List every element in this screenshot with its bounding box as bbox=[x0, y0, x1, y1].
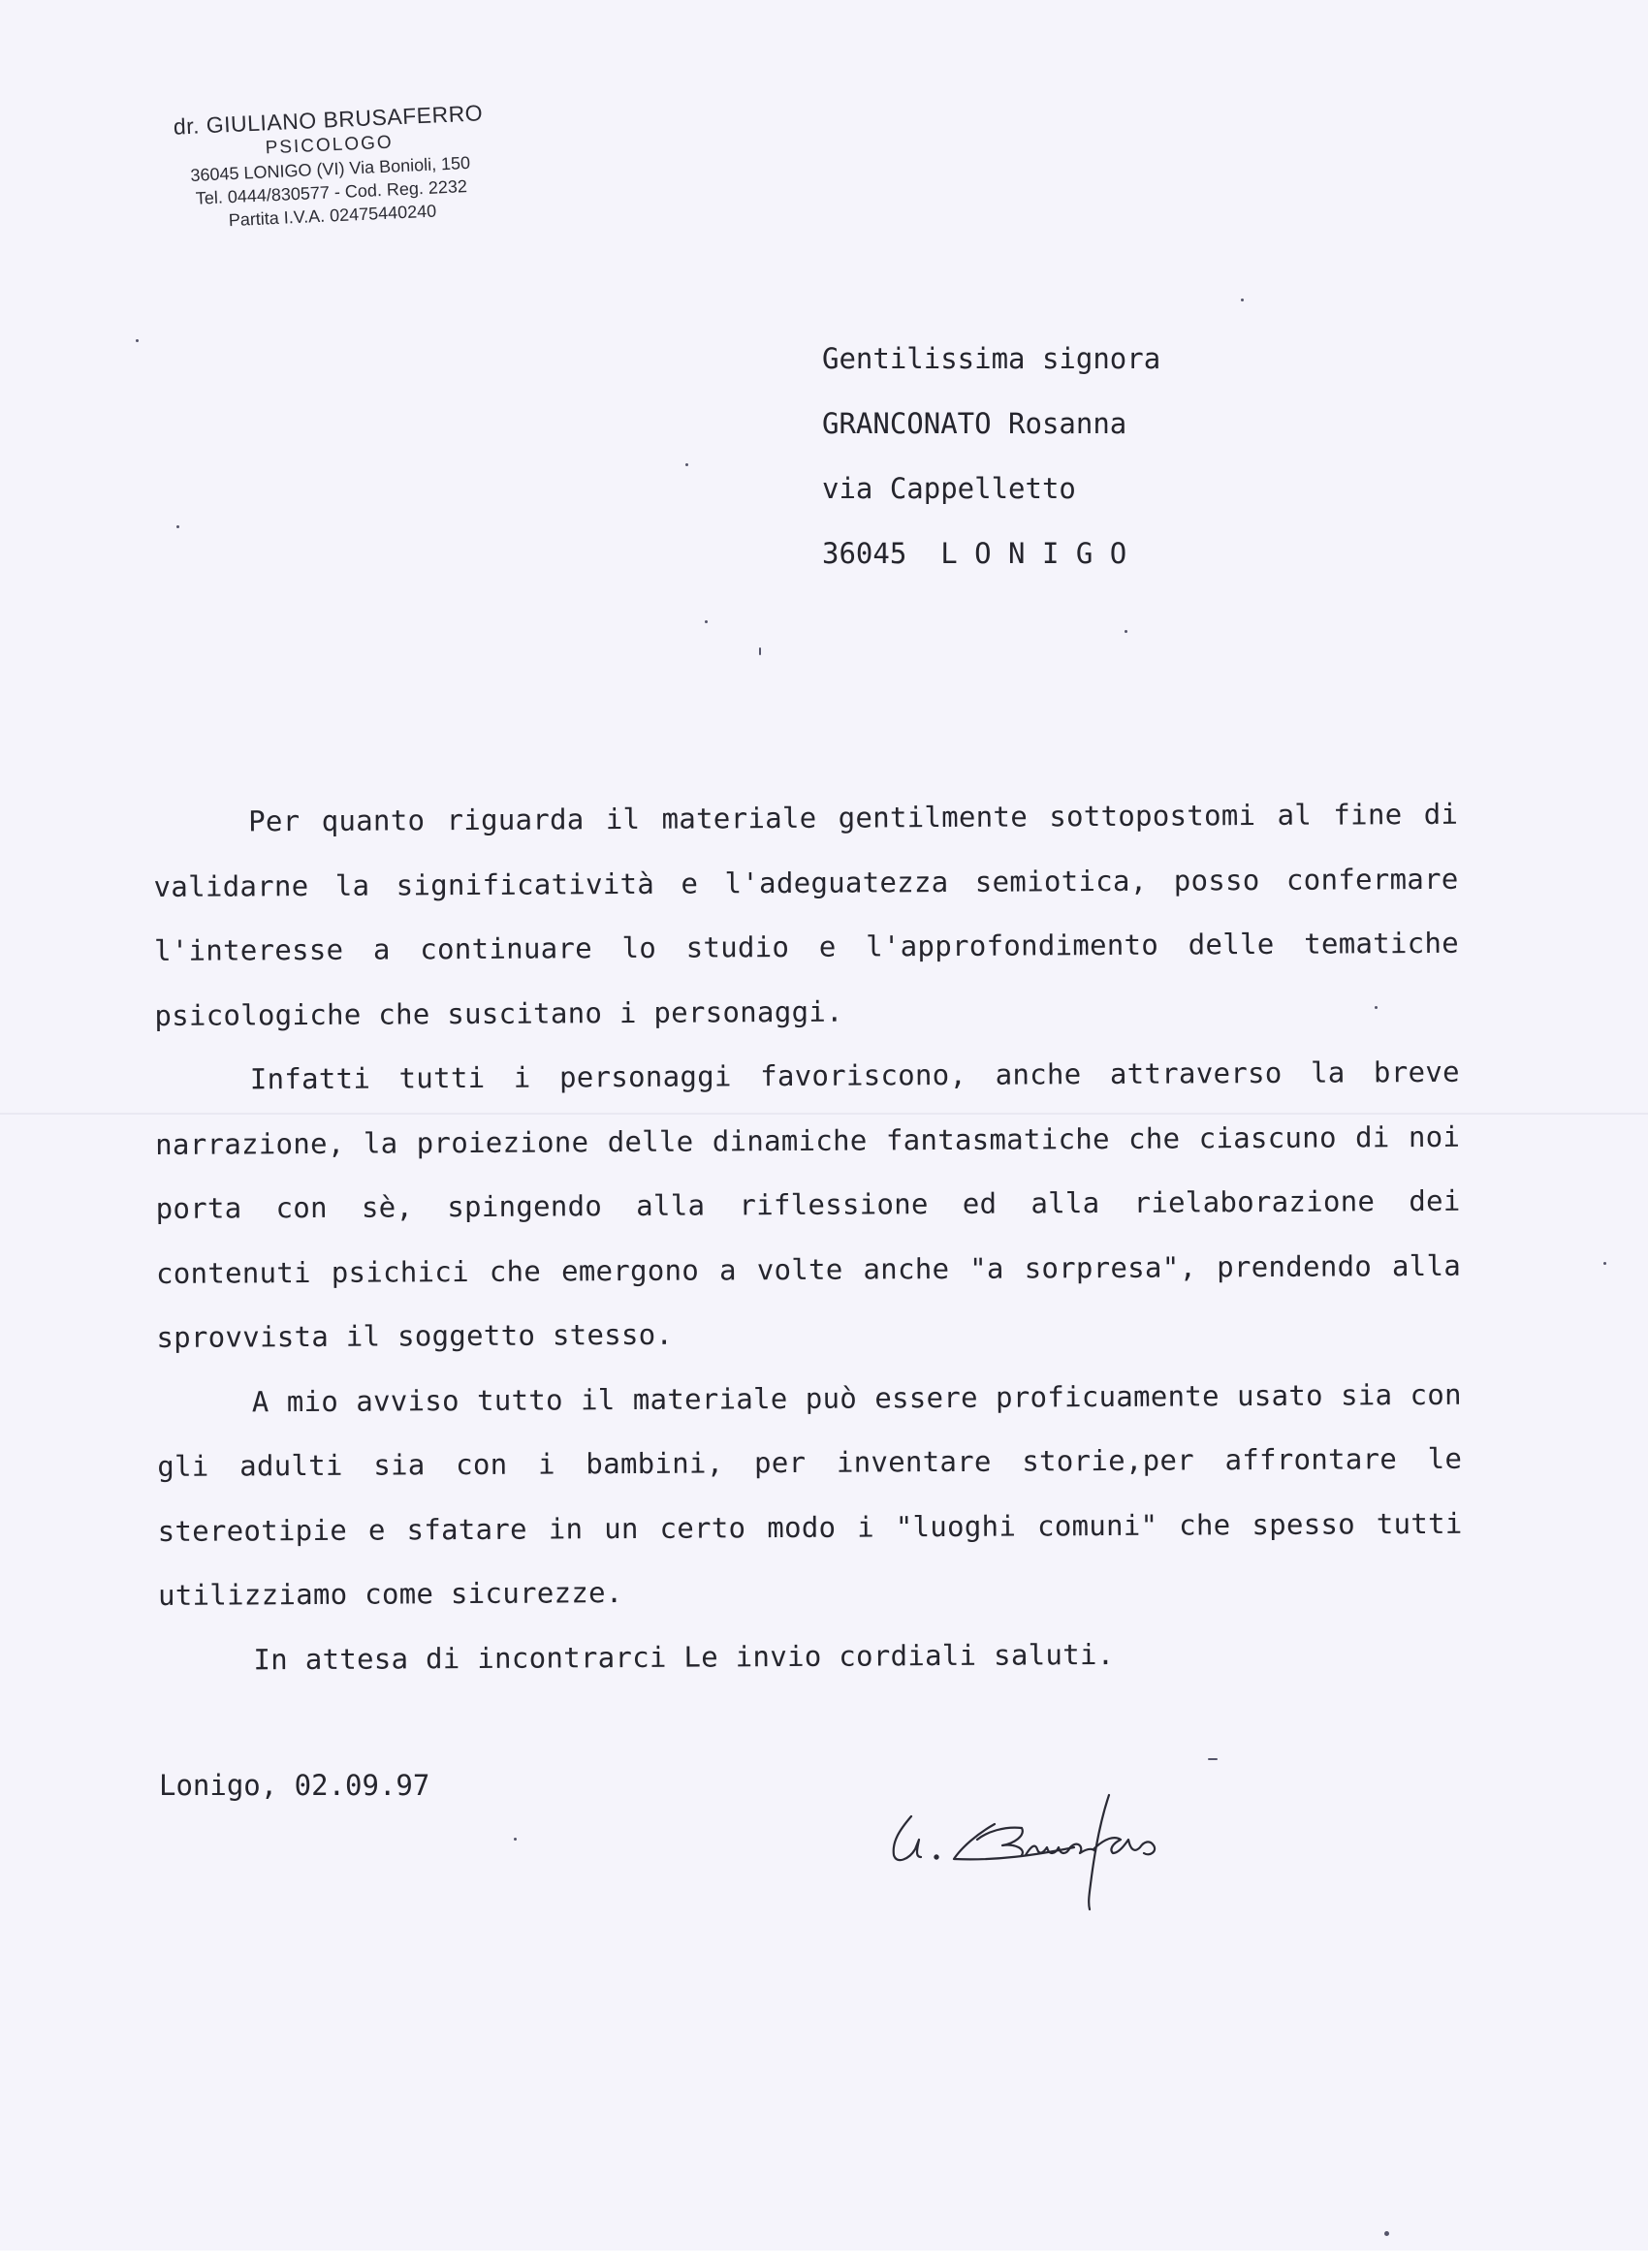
paper-speck bbox=[136, 339, 139, 342]
recipient-salutation: Gentilissima signora bbox=[822, 342, 1161, 375]
place-date: Lonigo, 02.09.97 bbox=[159, 1769, 430, 1802]
paper-speck bbox=[1241, 299, 1244, 301]
stamp-vat: Partita I.V.A. 02475440240 bbox=[228, 201, 437, 231]
stamp-phone: Tel. 0444/830577 - Cod. Reg. 2232 bbox=[195, 176, 468, 208]
paper-speck bbox=[705, 620, 708, 623]
recipient-street: via Cappelletto bbox=[822, 472, 1076, 505]
scan-bottom-edge bbox=[0, 2251, 1648, 2268]
stamp-name: dr. GIULIANO BRUSAFERRO bbox=[173, 100, 484, 140]
body-paragraph-3: A mio avviso tutto il materiale può essere proficuamente usato sia con gli adulti sia con i bambini, per inventare storie,per affrontare le stereotipie e sfatare in un certo modo i "luoghi comuni" che spesso tutti utilizziamo come sicurezze. bbox=[157, 1377, 1463, 1612]
paper-speck bbox=[685, 463, 688, 466]
paper-speck bbox=[176, 525, 179, 528]
stamp-address: 36045 LONIGO (VI) Via Bonioli, 150 bbox=[190, 152, 471, 185]
recipient-address bbox=[822, 339, 1160, 599]
recipient-city: 36045 L O N I G O bbox=[822, 537, 1127, 570]
paper-speck bbox=[759, 647, 761, 655]
recipient-name: GRANCONATO Rosanna bbox=[822, 407, 1127, 440]
paper-speck bbox=[1384, 2231, 1389, 2236]
letterhead-stamp bbox=[124, 96, 536, 236]
paper-speck bbox=[1375, 1006, 1378, 1009]
body-paragraph-4: In attesa di incontrarci Le invio cordiali saluti. bbox=[253, 1637, 1115, 1676]
paper-speck bbox=[1208, 1758, 1218, 1760]
paper-speck bbox=[1603, 1262, 1606, 1265]
handwritten-signature bbox=[880, 1780, 1307, 1925]
stamp-profession: PSICOLOGO bbox=[265, 132, 395, 159]
body-paragraph-2: Infatti tutti i personaggi favoriscono, anche attraverso la breve narrazione, la proiezione delle dinamiche fantasmatiche che ciascuno di noi porta con sè, spingendo alla riflessione ed alla rielaborazione dei contenuti psichici che emergono a volte anche "a sorpresa", prendendo alla sprovvista il soggetto stesso. bbox=[155, 1055, 1462, 1354]
body-paragraph-1: Per quanto riguarda il materiale gentilmente sottopostomi al fine di validarne la significatività e l'adeguatezza semiotica, posso confermare l'interesse a continuare lo studio e l'approfondimento delle tematiche psicologiche che suscitano i personaggi. bbox=[153, 797, 1460, 1032]
letter-body bbox=[153, 782, 1464, 1692]
paper-speck bbox=[1125, 630, 1127, 633]
paper-speck bbox=[514, 1838, 517, 1841]
